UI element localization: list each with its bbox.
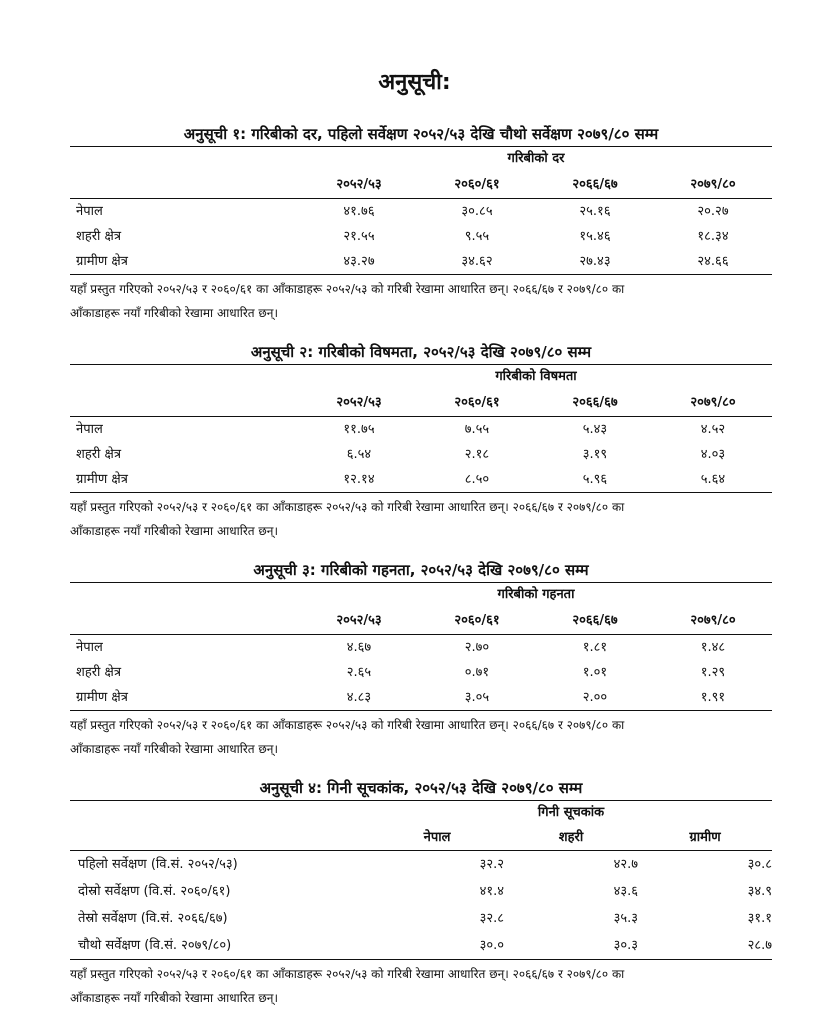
table-poverty-rate: [70, 122, 772, 325]
year-header: २०६०/६१: [454, 613, 500, 628]
group-header-label: गरिबीको विषमता: [495, 369, 577, 384]
table-cell: ३०.३: [613, 938, 638, 953]
table-cell: ५.४३: [582, 422, 608, 437]
table-cell: २५.१६: [579, 204, 611, 219]
table-cell: ३१.१: [747, 911, 772, 926]
table-title: अनुसूची १: गरिबीको दर, पहिलो सर्वेक्षण २०५२/५३ देखि चौथो सर्वेक्षण २०७९/८० सम्म: [183, 125, 659, 143]
table-cell: १.४८: [700, 640, 726, 655]
table-note: [70, 711, 772, 761]
table-cell: ३४.९: [747, 884, 772, 899]
row-label: शहरी क्षेत्र: [76, 665, 122, 680]
row-label: चौथो सर्वेक्षण (वि.सं. २०७९/८०): [78, 938, 232, 953]
group-header: [70, 583, 772, 607]
note-line: आँकाडाहरू नयाँ गरिबीको रेखामा आधारित छन्।: [70, 306, 279, 320]
table-row: [70, 851, 772, 878]
table-cell: २१.५५: [343, 229, 375, 244]
table-cell: ८.५०: [464, 472, 490, 487]
empty-header-cell: [70, 607, 300, 634]
table-cell: ४.०३: [700, 447, 726, 462]
group-header-label: गिनी सूचकांक: [537, 805, 605, 820]
note-line: आँकाडाहरू नयाँ गरिबीको रेखामा आधारित छन्।: [70, 991, 279, 1005]
year-header: २०६६/६७: [572, 177, 618, 192]
year-header: २०६६/६७: [572, 613, 618, 628]
row-label: दोस्रो सर्वेक्षण (वि.सं. २०६०/६१): [78, 884, 231, 899]
table-cell: ३०.०: [479, 938, 504, 953]
row-label: नेपाल: [76, 204, 103, 219]
group-header-label: गरिबीको गहनता: [497, 587, 575, 602]
table-cell: १८.३४: [697, 229, 729, 244]
table-cell: १५.४६: [579, 229, 611, 244]
row-label: नेपाल: [76, 422, 103, 437]
row-label: तेस्रो सर्वेक्षण (वि.सं. २०६६/६७): [78, 911, 228, 926]
table-row: [70, 660, 772, 685]
table-cell: ४३.२७: [343, 254, 375, 269]
column-header: शहरी: [558, 830, 584, 845]
table-cell: ४१.४: [479, 884, 504, 899]
year-header: २०७९/८०: [690, 177, 736, 192]
table-cell: २.१८: [464, 447, 490, 462]
table-cell: ३२.८: [479, 911, 504, 926]
table-cell: ९.५५: [464, 229, 490, 244]
year-header: २०६६/६७: [572, 395, 618, 410]
year-header: २०६०/६१: [454, 395, 500, 410]
table-row: [70, 249, 772, 274]
table-row: [70, 442, 772, 467]
table-note: [70, 493, 772, 543]
group-header-label: गरिबीको दर: [507, 151, 565, 166]
note-line: यहाँ प्रस्तुत गरिएको २०५२/५३ र २०६०/६१ का आँकाडाहरू २०५२/५३ को गरिबी रेखामा आधारित छन्। २०६६/६७ र २०७९/८० का: [70, 967, 625, 981]
table-row: [70, 685, 772, 710]
year-header-row: [70, 171, 772, 198]
table-poverty-gap: [70, 340, 772, 543]
table-row: [70, 932, 772, 959]
table-cell: ४१.७६: [343, 204, 375, 219]
table-row: [70, 417, 772, 442]
table-title: अनुसूची २: गरिबीको विषमता, २०५२/५३ देखि २०७९/८० सम्म: [250, 343, 592, 361]
year-header: २०५२/५३: [336, 613, 382, 628]
row-label: शहरी क्षेत्र: [76, 447, 122, 462]
column-header-row: [70, 825, 772, 850]
empty-header-cell: [70, 171, 300, 198]
note-line: यहाँ प्रस्तुत गरिएको २०५२/५३ र २०६०/६१ का आँकाडाहरू २०५२/५३ को गरिबी रेखामा आधारित छन्। २०६६/६७ र २०७९/८० का: [70, 282, 625, 296]
group-header: [70, 801, 772, 825]
table-cell: ५.६४: [700, 472, 726, 487]
table-cell: २.००: [582, 690, 608, 705]
row-label: नेपाल: [76, 640, 103, 655]
year-header: २०७९/८०: [690, 395, 736, 410]
column-header: ग्रामीण: [689, 830, 721, 845]
empty-header-cell: [70, 389, 300, 416]
table-cell: २४.६६: [697, 254, 729, 269]
table-cell: २.७०: [464, 640, 490, 655]
table-cell: ३२.२: [479, 857, 504, 872]
row-label: शहरी क्षेत्र: [76, 229, 122, 244]
note-line: आँकाडाहरू नयाँ गरिबीको रेखामा आधारित छन्।: [70, 524, 279, 538]
note-line: यहाँ प्रस्तुत गरिएको २०५२/५३ र २०६०/६१ का आँकाडाहरू २०५२/५३ को गरिबी रेखामा आधारित छन्। २०६६/६७ र २०७९/८० का: [70, 500, 625, 514]
table-row: [70, 467, 772, 492]
table-cell: १२.१४: [343, 472, 375, 487]
group-header: [70, 365, 772, 389]
table-cell: ३५.३: [613, 911, 638, 926]
empty-header-cell: [70, 825, 370, 850]
column-header: नेपाल: [423, 830, 451, 845]
row-label: पहिलो सर्वेक्षण (वि.सं. २०५२/५३): [78, 857, 238, 872]
table-cell: २८.७: [747, 938, 772, 953]
table-cell: ३०.८५: [461, 204, 493, 219]
table-cell: ४२.७: [613, 857, 638, 872]
table-cell: ४.८३: [346, 690, 372, 705]
table-gini-index: [70, 776, 772, 1010]
table-cell: ४.६७: [346, 640, 372, 655]
table-cell: १.०१: [582, 665, 608, 680]
table-note: [70, 275, 772, 325]
table-row: [70, 878, 772, 905]
table-cell: ७.५५: [464, 422, 490, 437]
table-cell: ३.०५: [464, 690, 490, 705]
table-row: [70, 199, 772, 224]
table-cell: ०.७१: [464, 665, 490, 680]
table-title: अनुसूची ४: गिनी सूचकांक, २०५२/५३ देखि २०७९/८० सम्म: [259, 779, 583, 797]
year-header: २०५२/५३: [336, 177, 382, 192]
table-cell: २७.४३: [579, 254, 611, 269]
table-cell: ५.९६: [582, 472, 608, 487]
table-title: अनुसूची ३: गरिबीको गहनता, २०५२/५३ देखि २०७९/८० सम्म: [253, 561, 589, 579]
row-label: ग्रामीण क्षेत्र: [76, 690, 128, 705]
table-cell: १.८१: [582, 640, 608, 655]
row-label: ग्रामीण क्षेत्र: [76, 472, 128, 487]
year-header: २०७९/८०: [690, 613, 736, 628]
page-title: अनुसूची:: [378, 70, 451, 95]
table-cell: ६.५४: [346, 447, 372, 462]
table-cell: ३४.६२: [461, 254, 493, 269]
table-cell: ४३.६: [613, 884, 638, 899]
table-row: [70, 905, 772, 932]
row-label: ग्रामीण क्षेत्र: [76, 254, 128, 269]
table-poverty-severity: [70, 558, 772, 761]
table-cell: १.२९: [700, 665, 726, 680]
year-header-row: [70, 607, 772, 634]
table-cell: ३.१९: [582, 447, 608, 462]
table-note: [70, 960, 772, 1010]
year-header: २०६०/६१: [454, 177, 500, 192]
group-header: [70, 147, 772, 171]
year-header-row: [70, 389, 772, 416]
table-cell: २०.२७: [697, 204, 729, 219]
table-cell: १.९१: [700, 690, 726, 705]
table-cell: २.६५: [346, 665, 372, 680]
table-cell: ४.५२: [700, 422, 726, 437]
year-header: २०५२/५३: [336, 395, 382, 410]
table-cell: ३०.८: [747, 857, 772, 872]
note-line: आँकाडाहरू नयाँ गरिबीको रेखामा आधारित छन्।: [70, 742, 279, 756]
note-line: यहाँ प्रस्तुत गरिएको २०५२/५३ र २०६०/६१ का आँकाडाहरू २०५२/५३ को गरिबी रेखामा आधारित छन्। २०६६/६७ र २०७९/८० का: [70, 718, 625, 732]
table-cell: ११.७५: [343, 422, 375, 437]
table-row: [70, 224, 772, 249]
table-row: [70, 635, 772, 660]
